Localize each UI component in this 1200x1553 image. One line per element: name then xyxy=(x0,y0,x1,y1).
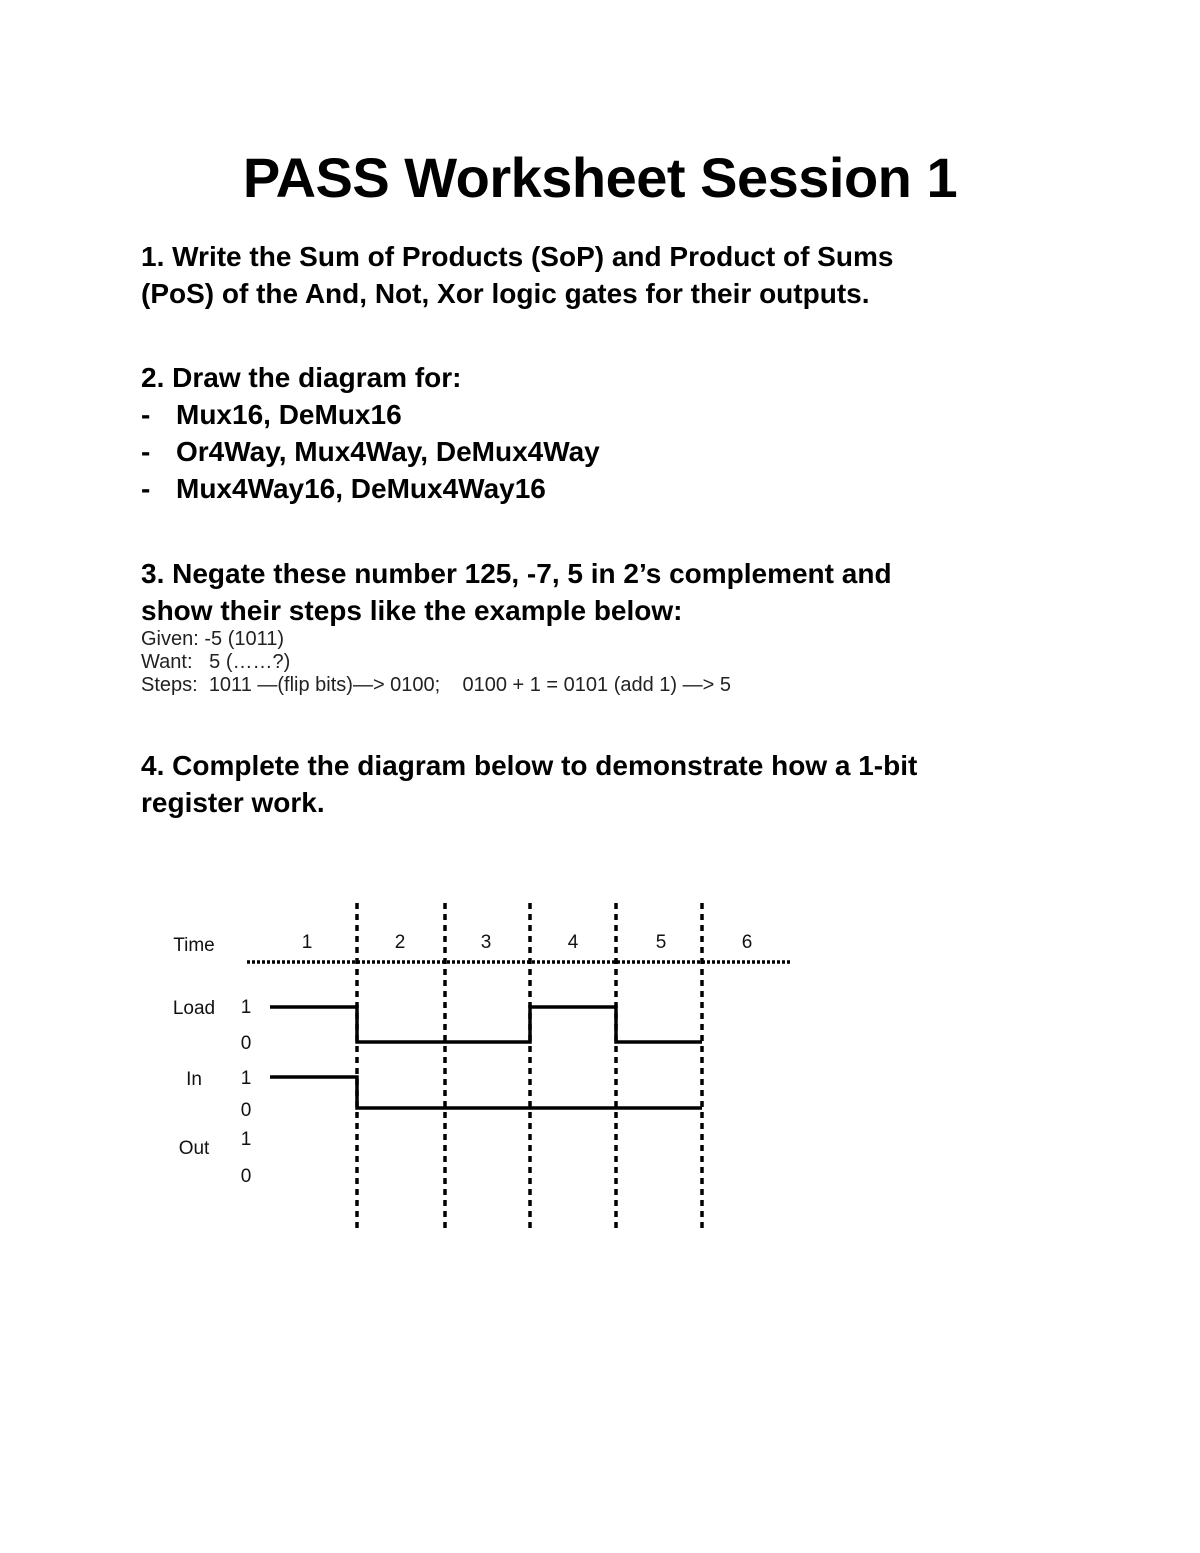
question-3-line-1: 3. Negate these number 125, -7, 5 in 2’s complement and xyxy=(141,558,892,589)
question-2-heading: 2. Draw the diagram for: xyxy=(141,362,462,393)
question-1-line-1: 1. Write the Sum of Products (SoP) and Product of Sums xyxy=(141,241,894,272)
signal-low-label: 0 xyxy=(240,1100,252,1121)
example-given: Given: -5 (1011) xyxy=(141,628,285,650)
question-2-item-label: Mux16, DeMux16 xyxy=(176,399,402,430)
signal-name-out: Out xyxy=(178,1138,210,1159)
waveform-load xyxy=(270,1007,702,1042)
time-step-label: 4 xyxy=(567,932,579,953)
signal-name-in: In xyxy=(186,1069,202,1090)
signal-high-label: 1 xyxy=(240,997,252,1018)
signal-high-label: 1 xyxy=(240,1068,252,1089)
question-2-item-label: Mux4Way16, DeMux4Way16 xyxy=(176,473,546,504)
question-3-line-2: show their steps like the example below: xyxy=(141,595,683,626)
example-want: Want: 5 (……?) xyxy=(141,651,291,673)
question-4-line-2: register work. xyxy=(141,787,325,818)
worksheet-title: PASS Worksheet Session 1 xyxy=(242,146,958,209)
bullet-dash: - xyxy=(141,436,151,467)
time-step-label: 5 xyxy=(655,932,667,953)
bullet-dash: - xyxy=(141,399,151,430)
question-4-line-1: 4. Complete the diagram below to demonstrate how a 1-bit xyxy=(141,750,918,781)
signal-low-label: 0 xyxy=(240,1166,252,1187)
signal-low-label: 0 xyxy=(240,1033,252,1054)
question-1-line-2: (PoS) of the And, Not, Xor logic gates for their outputs. xyxy=(141,278,870,309)
signal-name-load: Load xyxy=(172,998,216,1019)
time-step-label: 2 xyxy=(394,932,406,953)
signal-high-label: 1 xyxy=(240,1129,252,1150)
example-steps: Steps: 1011 —(flip bits)—> 0100; 0100 + 1 = 0101 (add 1) —> 5 xyxy=(141,674,731,696)
time-step-label: 1 xyxy=(301,932,313,953)
time-label: Time xyxy=(173,935,215,956)
waveform-in xyxy=(270,1077,702,1108)
bullet-dash: - xyxy=(141,473,151,504)
time-step-label: 3 xyxy=(480,932,492,953)
question-2-item-label: Or4Way, Mux4Way, DeMux4Way xyxy=(176,436,600,467)
time-step-label: 6 xyxy=(741,932,753,953)
